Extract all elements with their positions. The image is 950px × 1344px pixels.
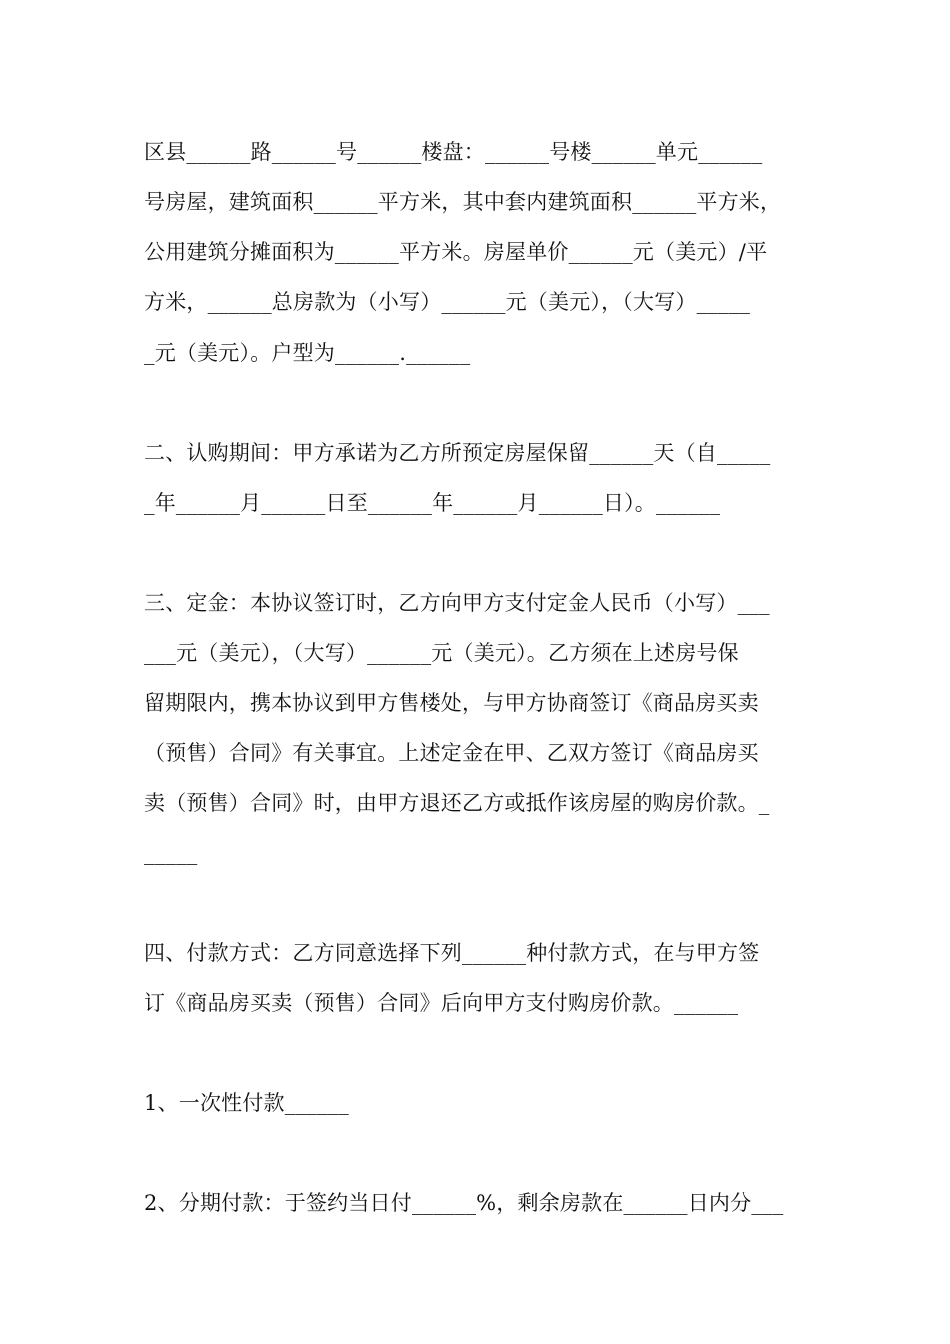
- section-3-line: 卖（预售）合同》时，由甲方退还乙方或抵作该房屋的购房价款。_: [144, 791, 770, 815]
- section-2-line: _年______月______日至______年______月______日）。______: [144, 491, 721, 515]
- text-line: 号房屋，建筑面积______平方米，其中套内建筑面积______平方米，: [144, 190, 782, 214]
- section-2-line: 二、认购期间：甲方承诺为乙方所预定房屋保留______天（自_____: [144, 441, 771, 465]
- text-line: 方米，______总房款为（小写）______元（美元），（大写）_____: [144, 290, 751, 314]
- text-line: 公用建筑分摊面积为______平方米。房屋单价______元（美元）/平: [144, 240, 768, 264]
- payment-option-line: 2、分期付款：于签约当日付______%，剩余房款在______日内分___: [144, 1191, 784, 1215]
- text-line: _元（美元）。户型为______.______: [144, 341, 471, 365]
- text-line: 区县______路______号______楼盘：______号楼______单元______: [144, 140, 763, 164]
- section-3-line: 三、定金：本协议签订时，乙方向甲方支付定金人民币（小写）___: [144, 591, 770, 615]
- section-3-line: （预售）合同》有关事宜。上述定金在甲、乙双方签订《商品房买: [144, 741, 759, 765]
- section-3-line: _____: [144, 841, 198, 865]
- section-4-line: 订《商品房买卖（预售）合同》后向甲方支付购房价款。______: [144, 991, 739, 1015]
- payment-option-line: 1、一次性付款______: [144, 1091, 349, 1115]
- section-4-line: 四、付款方式：乙方同意选择下列______种付款方式，在与甲方签: [144, 941, 760, 965]
- section-3-line: 留期限内，携本协议到甲方售楼处，与甲方协商签订《商品房买卖: [144, 691, 759, 715]
- section-3-line: ___元（美元），（大写）______元（美元）。乙方须在上述房号保: [144, 641, 739, 665]
